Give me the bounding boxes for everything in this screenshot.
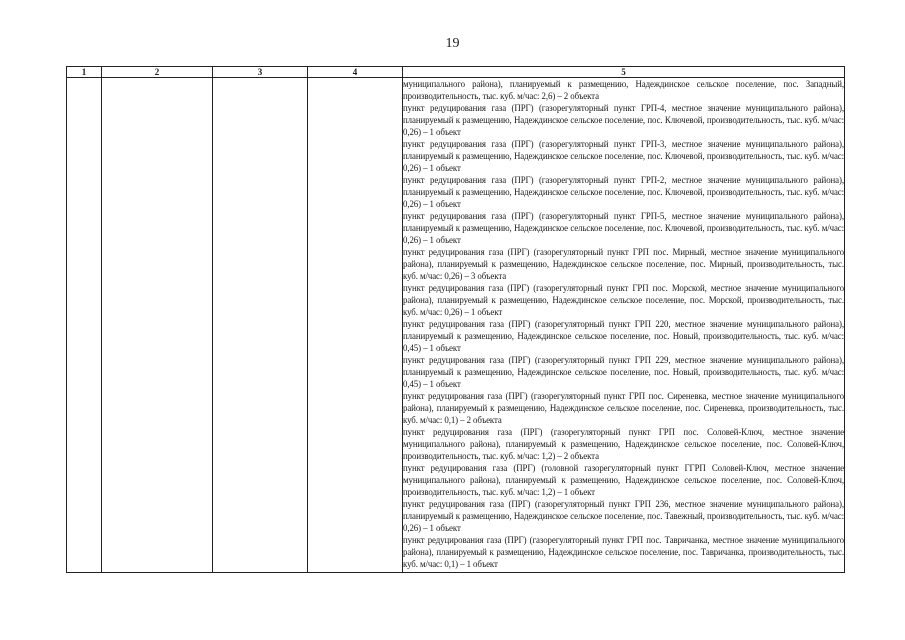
cell-col-1 [67,78,102,573]
cell-col-5 [403,78,845,573]
document-table [66,66,845,573]
column-header-3: 3 [213,67,308,78]
list-item: пункт редуцирования газа (ПРГ) (газорегуляторный пункт ГРП-4, местное значение муниципального района), планируемый к размещению, Надеждинское сельское поселение, пос. Ключевой, производительность, тыс. куб. м/час: 0,26) – 1 объект [403,103,844,137]
list-item: пункт редуцирования газа (ПРГ) (газорегуляторный пункт ГРП 236, местное значение муниципального района), планируемый к размещению, Надеждинское сельское поселение, пос. Тавежный, производительность, тыс. куб. м/час: 0,26) – 1 объект [403,499,844,533]
column-header-4: 4 [308,67,403,78]
cell-col-2 [102,78,213,573]
list-item: пункт редуцирования газа (ПРГ) (газорегуляторный пункт ГРП пос. Морской, местное значение муниципального района), планируемый к размещению, Надеждинское сельское поселение, пос. Морской, производительность, тыс. куб. м/час: 0,26) – 1 объект [403,283,844,317]
column-header-2: 2 [102,67,213,78]
table-row [67,78,845,573]
list-item: пункт редуцирования газа (ПРГ) (газорегуляторный пункт ГРП-3, местное значение муниципального района), планируемый к размещению, Надеждинское сельское поселение, пос. Ключевой, производительность, тыс. куб. м/час: 0,26) – 1 объект [403,139,844,173]
list-item: пункт редуцирования газа (ПРГ) (газорегуляторный пункт ГРП 220, местное значение муниципального района), планируемый к размещению, Надеждинское сельское поселение, пос. Новый, производительность, тыс. куб. м/час: 0,45) – 1 объект [403,319,844,353]
cell-col-3 [213,78,308,573]
cell-col-4 [308,78,403,573]
list-item: пункт редуцирования газа (ПРГ) (газорегуляторный пункт ГРП пос. Соловей-Ключ, местное значение муниципального района), планируемый к размещению, Надеждинское сельское поселение, пос. Соловей-Ключ, производительность, тыс. куб. м/час: 1,2) – 2 объекта [403,427,844,461]
list-item: пункт редуцирования газа (ПРГ) (газорегуляторный пункт ГРП пос. Тавричанка, местное значение муниципального района), планируемый к размещению, Надеждинское сельское поселение, пос. Тавричанка, производительность, тыс. куб. м/час: 0,1) – 1 объект [403,535,844,569]
list-item: пункт редуцирования газа (ПРГ) (газорегуляторный пункт ГРП-2, местное значение муниципального района), планируемый к размещению, Надеждинское сельское поселение, пос. Ключевой, производительность, тыс. куб. м/час: 0,26) – 1 объект [403,175,844,209]
list-item: пункт редуцирования газа (ПРГ) (газорегуляторный пункт ГРП-5, местное значение муниципального района), планируемый к размещению, Надеждинское сельское поселение, пос. Ключевой, производительность, тыс. куб. м/час: 0,26) – 1 объект [403,211,844,245]
page-number: 19 [445,36,460,51]
list-item: пункт редуцирования газа (ПРГ) (газорегуляторный пункт ГРП пос. Сиреневка, местное значение муниципального района), планируемый к размещению, Надеждинское сельское поселение, пос. Сиреневка, производительность, тыс. куб. м/час: 0,1) – 2 объекта [403,391,844,425]
list-item: пункт редуцирования газа (ПРГ) (головной газорегуляторный пункт ГГРП Соловей-Ключ, местное значение муниципального района), планируемый к размещению, Надеждинское сельское поселение, пос. Соловей-Ключ, производительность, тыс. куб. м/час: 1,2) – 1 объект [403,463,844,497]
column-header-5: 5 [403,67,845,78]
list-item: пункт редуцирования газа (ПРГ) (газорегуляторный пункт ГРП пос. Мирный, местное значение муниципального района), планируемый к размещению, Надеждинское сельское поселение, пос. Мирный, производительность, тыс. куб. м/час: 0,26) – 3 объекта [403,247,844,281]
list-item: пункт редуцирования газа (ПРГ) (газорегуляторный пункт ГРП 229, местное значение муниципального района), планируемый к размещению, Надеждинское сельское поселение, пос. Новый, производительность, тыс. куб. м/час: 0,45) – 1 объект [403,355,844,389]
table-header-row [67,67,845,78]
column-header-1: 1 [67,67,102,78]
list-item: муниципального района), планируемый к размещению, Надеждинское сельское поселение, пос. Западный, производительность, тыс. куб. м/час: 2,6) – 2 объекта [403,79,844,101]
